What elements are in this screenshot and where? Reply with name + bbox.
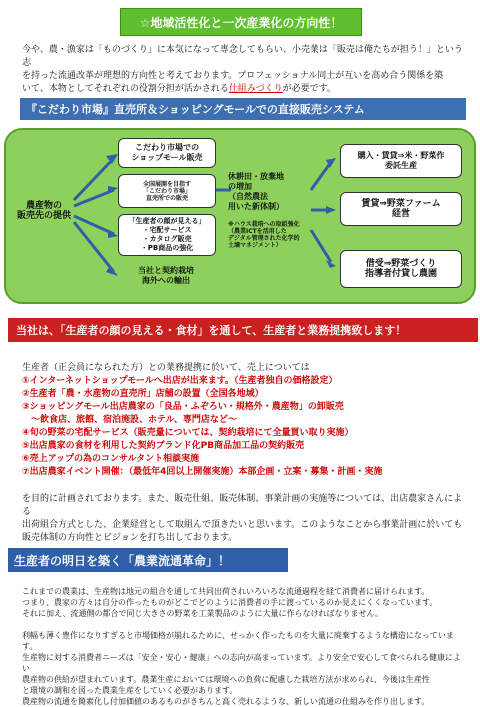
closing-line: と環境の調和を図った農業生産をしていく必要があります。 <box>22 686 238 695</box>
section-title-text: 『こだわり市場』直売所＆ショッピングモールでの直接販売システム <box>26 103 365 116</box>
list-item: ⑥売上アップの為のコンサルタント相談実施 <box>22 454 200 464</box>
closing-line <box>22 619 468 630</box>
list-item: ⑦出店農家イベント開催：（最低年4回以上開催実施）本部企画・立案・募集・計画・実施 <box>22 467 383 477</box>
diagram-left-label: 農産物の 販売先の提供 <box>16 201 71 221</box>
intro-tail: が必要です。 <box>282 84 336 94</box>
intro-line: を持った流通改革が理想的方向性と考えております。プロフェッショナル同士が互いを高め合う関係を築 <box>22 71 444 81</box>
intro-line <box>22 83 468 96</box>
intro-text: いて、本物としてそれぞれの役割分担が活かされる <box>22 84 229 94</box>
banner-regional-revitalization <box>120 8 362 36</box>
diagram-box-delivery: 「生産者の顔が見える」 ・宅配サービス ・カタログ販売 ・PB商品の強化 <box>118 214 216 256</box>
list-item: ③ショッピングモール出店農家の「良品・ふぞろい・規格外・農産物」の卸販売 <box>22 402 344 412</box>
diagram-center-note: ※ハウス栽培への取組強化 （農業ICTを活用した デジタル管理された化学的 土壌マネジメント） <box>228 221 300 249</box>
closing-paragraph <box>22 586 468 707</box>
list-item: ⑤出店農家の食材を利用した契約ブランド化PB商品加工品の契約販売 <box>22 441 305 451</box>
list-item: ④旬の野菜の宅配サービス（販売量については、契約栽培にて全量買い取り実施） <box>22 428 354 438</box>
closing-line: これまでの農業は、生産物は地元の組合を通して共同出荷されいろいろな流通過程を経て消費者に届けられます。 <box>22 587 430 596</box>
diagram-right-box-1: 購入・賃貸⇒米・野菜作 委託生産 <box>340 144 462 178</box>
closing-line: つまり、農家の方々は自分の作ったものがどこでどのように消費者の手に渡っているのか見えにくくなっています。 <box>22 598 438 607</box>
closing-line: 生産物に対する消費者ニーズは「安全・安心・健康」への志向が高まっています。より安全で安心して食べられる健康によい <box>22 653 461 673</box>
intro-line: 今や、農・漁家は「ものづくり」に本気になって専念してもらい、小売業は「販売は俺たちが担う！」という志 <box>22 45 463 68</box>
list-after-line: を目的に計画されております。また、販売仕組、販売体制、事業計画の実施等については、出店農家さんによる <box>22 494 463 517</box>
section-title-direct-sales <box>20 98 466 120</box>
red-banner-partnership <box>8 318 478 342</box>
diagram-box-export: 当社と契約栽培 海外への輸出 <box>138 266 194 285</box>
diagram-box-mall: こだわり市場での ショップモール販売 <box>118 138 216 168</box>
closing-line: 利幅も薄く豊作になりすぎると市場価格が崩れるために、せっかく作ったものを大量に廃棄するような構造になっています。 <box>22 631 454 651</box>
diagram-right-box-2: 賃貸⇒野菜ファーム 経営 <box>340 192 462 226</box>
banner-title: ☆地域活性化と一次産業化の方向性！ <box>139 15 343 30</box>
diagram-right-box-3: 借受⇒野菜づくり 指導者付貸し農園 <box>340 250 462 288</box>
list-item: ～飲食店、旅館、宿泊施設、ホテル、専門店など～ <box>22 415 237 425</box>
list-item: ②生産者「農・水産物の直売所」店舗の設置（全国各地域） <box>22 389 264 399</box>
blue-banner-text: 生産者の明日を築く「農業流通革命」！ <box>14 553 231 568</box>
diagram-box-direct-store: 全国展開を目指す 「こだわり市場」 直売所での販売 <box>118 174 216 208</box>
closing-line: 農産物の流通を簡素化し付加価値のあるものがきちんと高く売れるような、新しい流通の仕組みを作り出します。 <box>22 697 430 706</box>
list-intro: 生産者（正会員になられた方）との業務提携に於いて、売上については <box>22 363 310 373</box>
closing-line: 農産物の供給が望まれています。農業生産においては環境への負荷に配慮した栽培方法が求められ、今後は生産性 <box>22 675 430 684</box>
list-after-line: 販売体制の方向性とビジョンを打ち出しております。 <box>22 533 238 543</box>
diagram-center-title: 休耕田・放棄地 の増加 （自然農法 用いた新体制） <box>228 172 284 211</box>
intro-paragraph <box>22 44 468 96</box>
list-after-line: 出荷組合方式とした、企業経営として取組んで頂きたいと思います。このようなことから事業計画に於いても <box>22 520 463 530</box>
red-banner-text: 当社は、「生産者の顔の見える・食材」を通して、生産者と業務提携致します！ <box>16 324 407 337</box>
list-item: ①インターネットショップモールへ出店が出来ます。（生産者独自の価格設定） <box>22 376 338 386</box>
sales-system-diagram <box>4 128 476 304</box>
intro-highlight: 仕組みづくり <box>228 84 283 94</box>
partnership-list <box>22 362 470 545</box>
blue-banner-revolution <box>8 548 288 572</box>
closing-line: それに加え、流通側の都合で同じ大きさの野菜を工業製品のように大量に作らなければなりません。 <box>22 609 383 618</box>
